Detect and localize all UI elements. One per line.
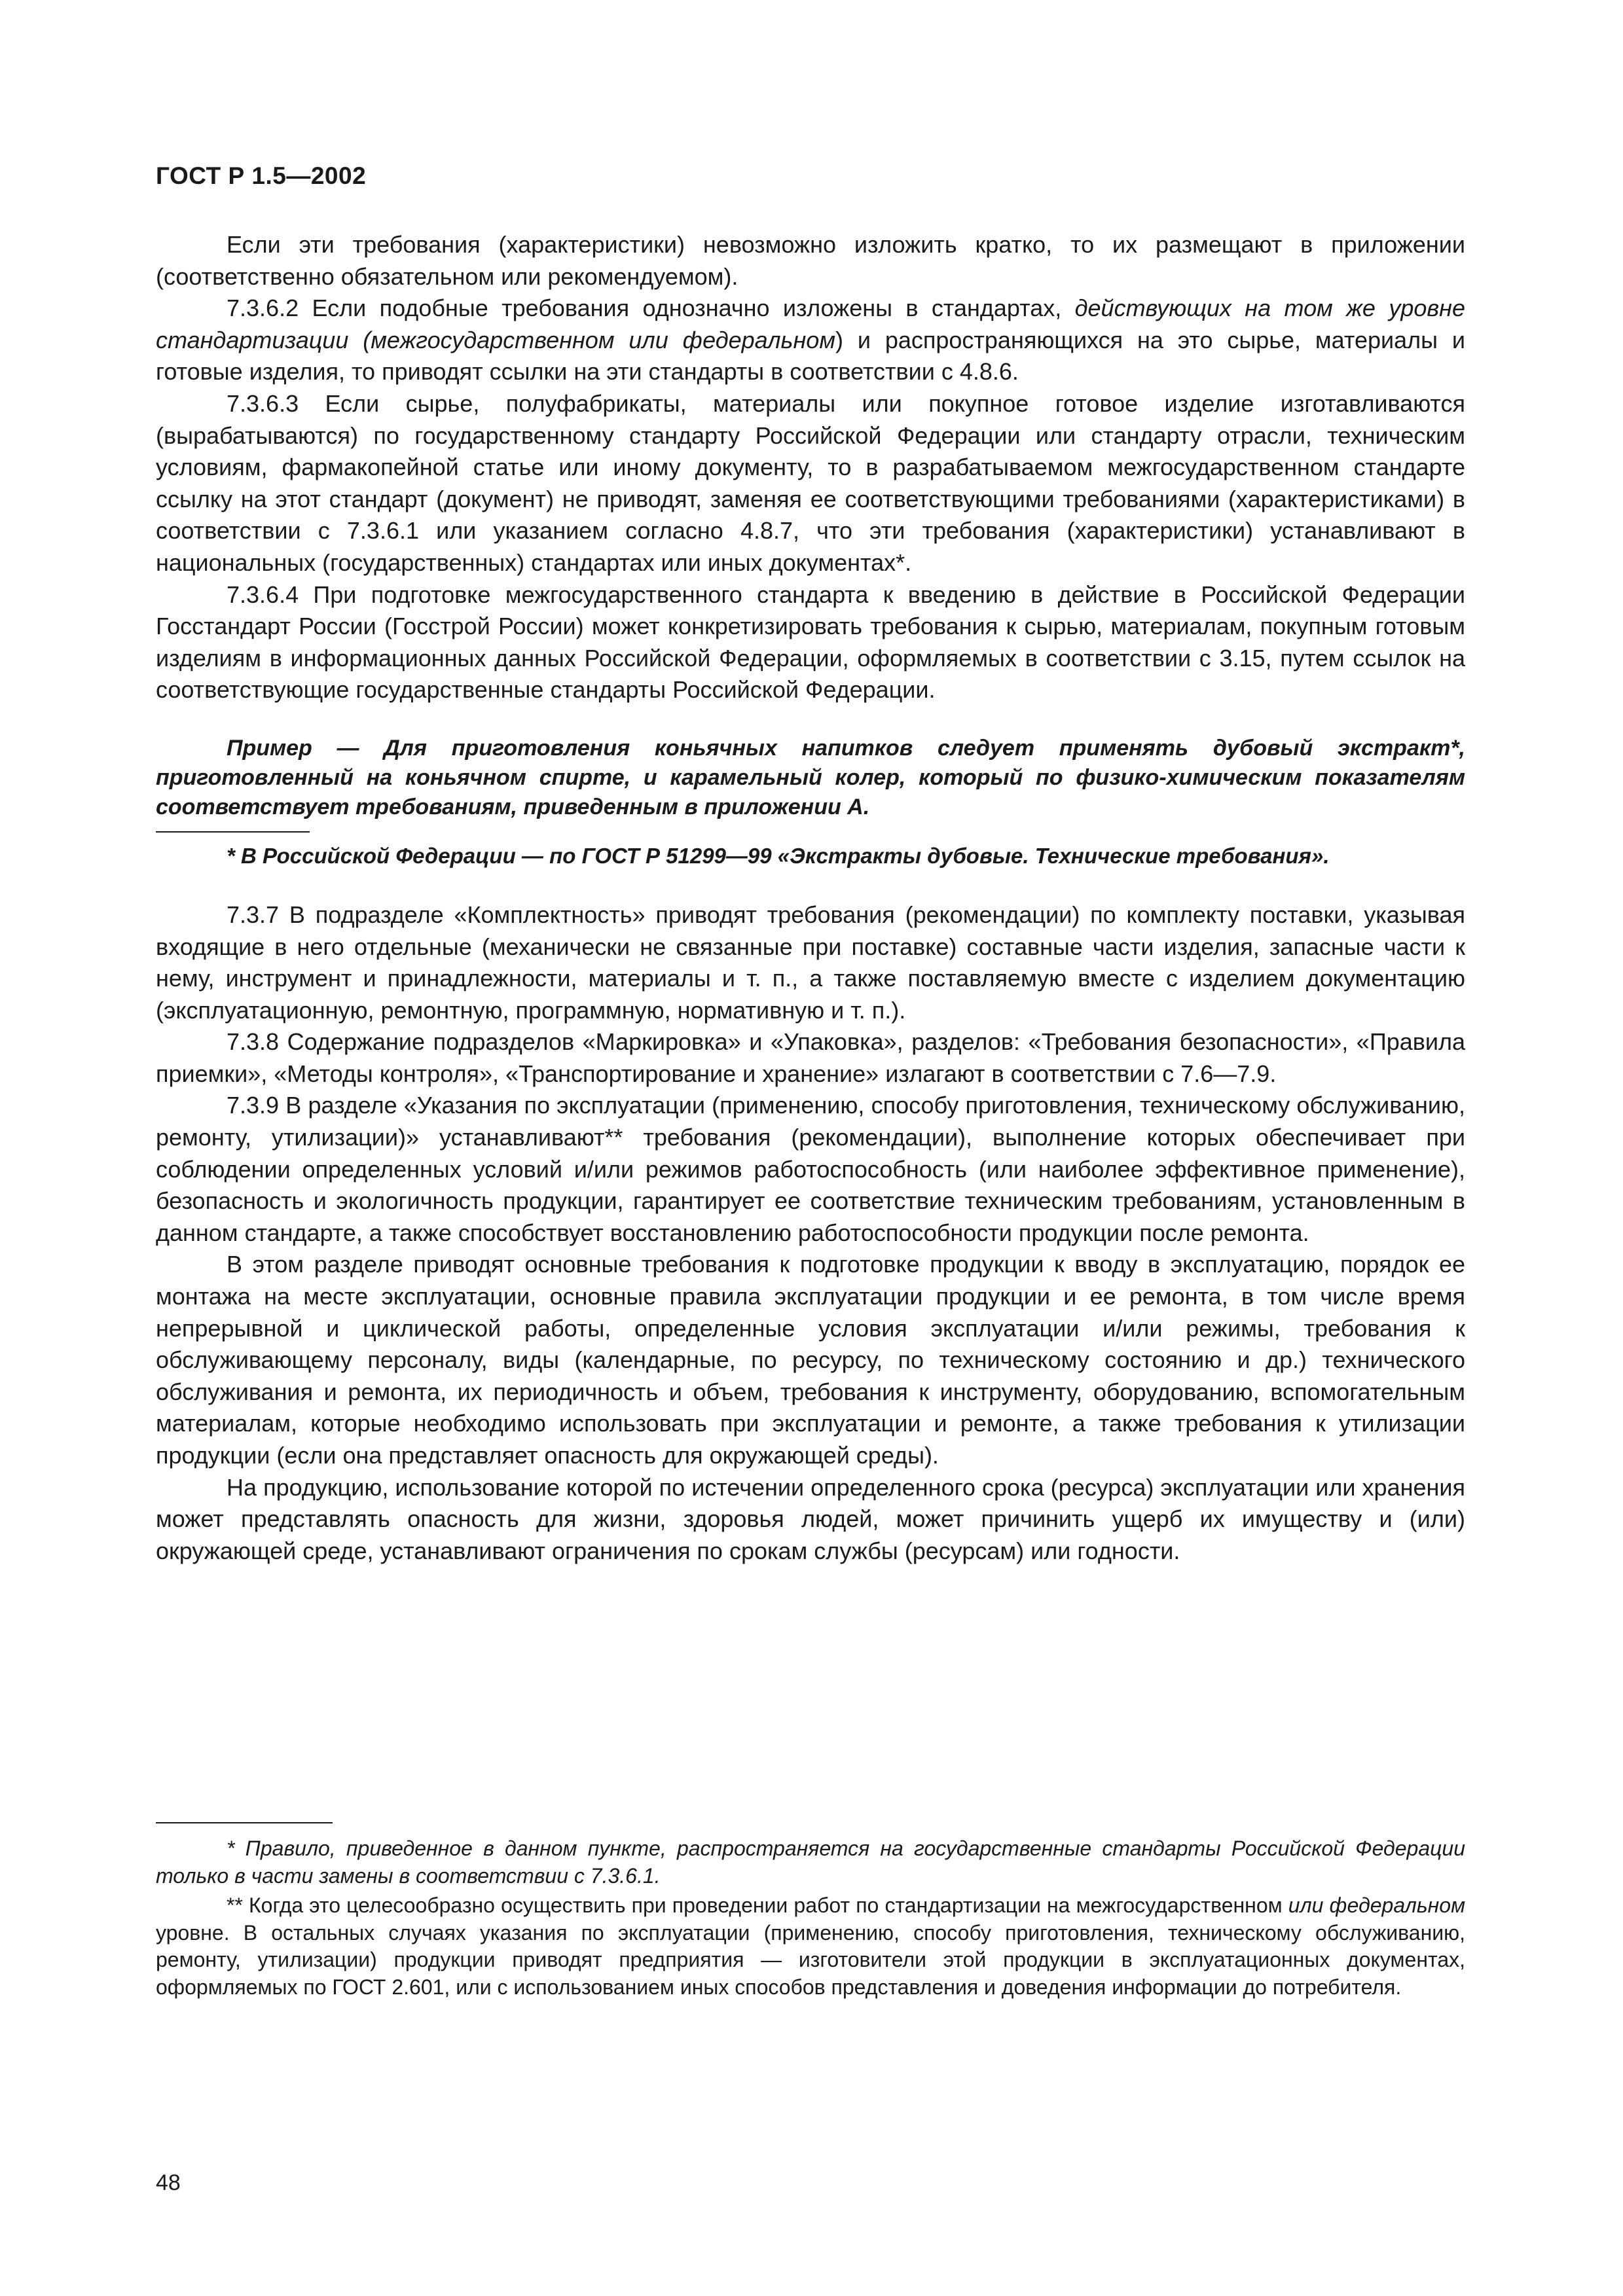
footnotes (156, 1822, 1465, 2001)
paragraph-7-3-6-3: 7.3.6.3 Если сырье, полуфабрикаты, материалы или покупное готовое изделие изготавливаются (вырабатываются) по государственному стандарту Российской Федерации или стандарту отрасли, техническим условиям, фармакопейной статье или иному документу, то в разрабатываемом межгосударственном стандарте ссылку на этот стандарт (документ) не приводят, заменяя ее соответствующими требованиями (характеристиками) в соответствии с 7.3.6.1 или указанием согласно 4.8.7, что эти требования (характеристики) устанавливают в национальных (государственных) стандартах или иных документах*. (156, 389, 1465, 576)
paragraph: На продукцию, использование которой по истечении определенного срока (ресурса) эксплуатации или хранения может представлять опасность для жизни, здоровья людей, может причинить ущерб их имуществу и (или) окружающей среде, устанавливают ограничения по срокам службы (ресурсам) или годности. (156, 1473, 1465, 1564)
paragraph-7-3-7: 7.3.7 В подразделе «Комплектность» приводят требования (рекомендации) по комплекту поставки, указывая входящие в него отдельные (механически не связанные при поставке) составные части изделия, запасные части к нему, инструмент и принадлежности, материалы и т. п., а также поставляемую вместе с изделием документацию (эксплуатационную, ремонтную, программную, нормативную и т. п.). (156, 901, 1465, 1024)
paragraph-text: ) и распространяющихся на это сырье, материалы и готовые изделия, то приводят ссылки на эти стандарты в соответствии с 4.8.6. (156, 326, 1465, 386)
page-number: 48 (156, 2170, 181, 2195)
italic-text: или федеральном (1288, 1893, 1466, 1917)
footnote-divider (156, 1822, 333, 1823)
paragraph: В этом разделе приводят основные требования к подготовке продукции к вводу в эксплуатацию, порядок ее монтажа на месте эксплуатации, основные правила эксплуатации продукции и ее ремонта, в том числе время непрерывной и циклической работы, определенные условия эксплуатации и/или режимы, требования к обслуживающему персоналу, виды (календарные, по ресурсу, по техническому состоянию и др.) технического обслуживания и ремонта, их периодичность и объем, требования к инструменту, оборудованию, вспомогательным материалам, которые необходимо использовать при эксплуатации и ремонте, а также требования к утилизации продукции (если она представляет опасность для окружающей среды). (156, 1251, 1465, 1469)
paragraph-7-3-6-4: 7.3.6.4 При подготовке межгосударственного стандарта к введению в действие в Российской Федерации Госстандарт России (Госстрой России) может конкретизировать требования к сырью, материалам, покупным готовым изделиям в информационных данных Российской Федерации, оформляемых в соответствии с 3.15, путем ссылок на соответствующие государственные стандарты Российской Федерации. (156, 581, 1465, 704)
paragraph-text: 7.3.6.2 Если подобные требования однозначно изложены в стандартах, (227, 295, 1075, 322)
note-divider (156, 831, 310, 833)
footnote-text: ** Когда это целесообразно осуществить при проведении работ по стандартизации на межгосударственном (227, 1893, 1288, 1917)
footnote-text: уровне. В остальных случаях указания по эксплуатации (применению, способу приготовления, техническому обслуживанию, ремонту, утилизации) продукции приводят предприятия — изготовители этой продукции в эксплуатационных документах, оформляемых по ГОСТ 2.601, или с использованием иных способов представления и доведения информации до потребителя. (156, 1920, 1465, 1999)
footnote-1: * Правило, приведенное в данном пункте, распространяется на государственные стандарты Российской Федерации только в части замены в соответствии с 7.3.6.1. (156, 1837, 1465, 1888)
paragraph: Если эти требования (характеристики) невозможно изложить кратко, то их размещают в приложении (соответственно обязательном или рекомендуемом). (156, 231, 1465, 290)
page-header: ГОСТ Р 1.5—2002 (156, 162, 367, 189)
inline-footnote: * В Российской Федерации — по ГОСТ Р 51299—99 «Экстракты дубовые. Технические требования». (227, 843, 1330, 868)
example-text: Пример — Для приготовления коньячных напитков следует применять дубовый экстракт*, приготовленный на коньячном спирте, и карамельный колер, который по физико-химическим показателям соответствует требованиям, приведенным в приложении А. (156, 735, 1465, 819)
italic-text: действующих на том же уровне стандартизации (межгосударственном или федеральном (156, 295, 1465, 353)
paragraph-7-3-8: 7.3.8 Содержание подразделов «Маркировка» и «Упаковка», разделов: «Требования безопасности», «Правила приемки», «Методы контроля», «Транспортирование и хранение» излагают в соответствии с 7.6—7.9. (156, 1028, 1465, 1087)
document-body (156, 229, 1465, 1567)
paragraph-7-3-9: 7.3.9 В разделе «Указания по эксплуатации (применению, способу приготовления, техническому обслуживанию, ремонту, утилизации)» устанавливают** требования (рекомендации), выполнение которых обеспечивает при соблюдении определенных условий и/или режимов работоспособность (или наиболее эффективное применение), безопасность и экологичность продукции, гарантирует ее соответствие техническим требованиям, установленным в данном стандарте, а также способствует восстановлению работоспособности продукции после ремонта. (156, 1092, 1465, 1246)
footnote-2 (156, 1892, 1465, 2001)
paragraph-7-3-6-2 (156, 293, 1465, 388)
